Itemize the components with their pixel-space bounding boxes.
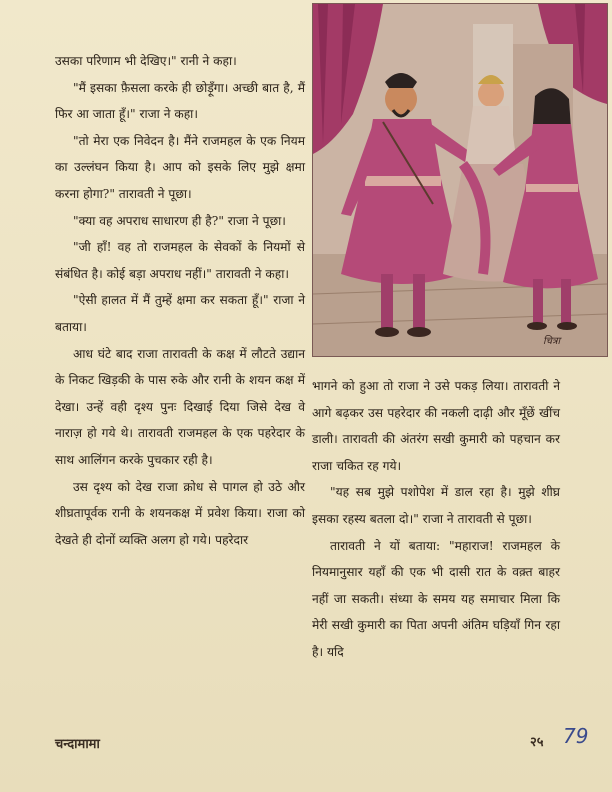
left-text-column [55,48,305,553]
paragraph: उस दृश्य को देख राजा क्रोध से पागल हो उठे और शीघ्रतापूर्वक रानी के शयनकक्ष में प्रवेश किया। राजा को देखते ही दोनों व्यक्ति अलग हो गये। पहरेदार [55,479,305,547]
illustration-art [313,4,607,356]
queen-head [478,81,504,107]
paragraph: "जी हाँ! वह तो राजमहल के सेवकों के नियमों से संबंधित है। कोई बड़ा अपराध नहीं।" तारावती ने कहा। [55,240,305,281]
illustration [312,3,608,357]
guard-tunic [525,124,579,189]
artist-signature: चित्रा [543,336,561,347]
paragraph: उसका परिणाम भी देखिए।" रानी ने कहा। [55,54,237,68]
handwritten-page-number: 79 [563,724,589,748]
paragraph: आध घंटे बाद राजा तारावती के कक्ष में लौटते उद्यान के निकट खिड़की के पास रुके और रानी के शयन कक्ष में देखा। उन्हें वही दृश्य पुनः दिखाई दिया जिसे देख वे नाराज़ हो गये थे। तारावती राजमहल के एक पहरेदार के साथ आलिंगन करके पुचकार रही है। [55,346,305,467]
paragraph: तारावती ने यों बताया: "महाराज! राजमहल के नियमानुसार यहाँ की एक भी दासी रात के वक़्त बाहर नहीं जा सकती। संध्या के समय यह समाचार मिला कि मेरी सखी कुमारी का पिता अपनी अंतिम घड़ियाँ गिन रहा है। यदि [312,538,560,659]
paragraph: "मैं इसका फ़ैसला करके ही छोड़ूँगा। अच्छी बात है, मैं फिर आ जाता हूँ।" राजा ने कहा। [55,80,305,122]
magazine-name: चन्दामामा [55,737,100,752]
paragraph: भागने को हुआ तो राजा ने उसे पकड़ लिया। तारावती ने आगे बढ़कर उस पहरेदार की नकली दाढ़ी और मूँछें खींच डाली। तारावती की अंतरंग सखी कुमारी को पहचान कर राजा चकित रह गये। [312,379,560,473]
right-text-column [312,373,560,666]
paragraph: "क्या वह अपराध साधारण ही है?" राजा ने पूछा। [73,213,286,228]
paragraph: "ऐसी हालत में मैं तुम्हें क्षमा कर सकता हूँ।" राजा ने बताया। [55,293,305,334]
paragraph: "तो मेरा एक निवेदन है। मैंने राजमहल के एक नियम का उल्लंघन किया है। आप को इसके लिए मुझे क्षमा करना होगा?" तारावती ने पूछा। [55,133,305,201]
page-number: २५ [530,735,544,750]
paragraph: "यह सब मुझे पशोपेश में डाल रहा है। मुझे शीघ्र इसका रहस्य बतला दो।" राजा ने तारावती से पूछा। [312,485,560,526]
